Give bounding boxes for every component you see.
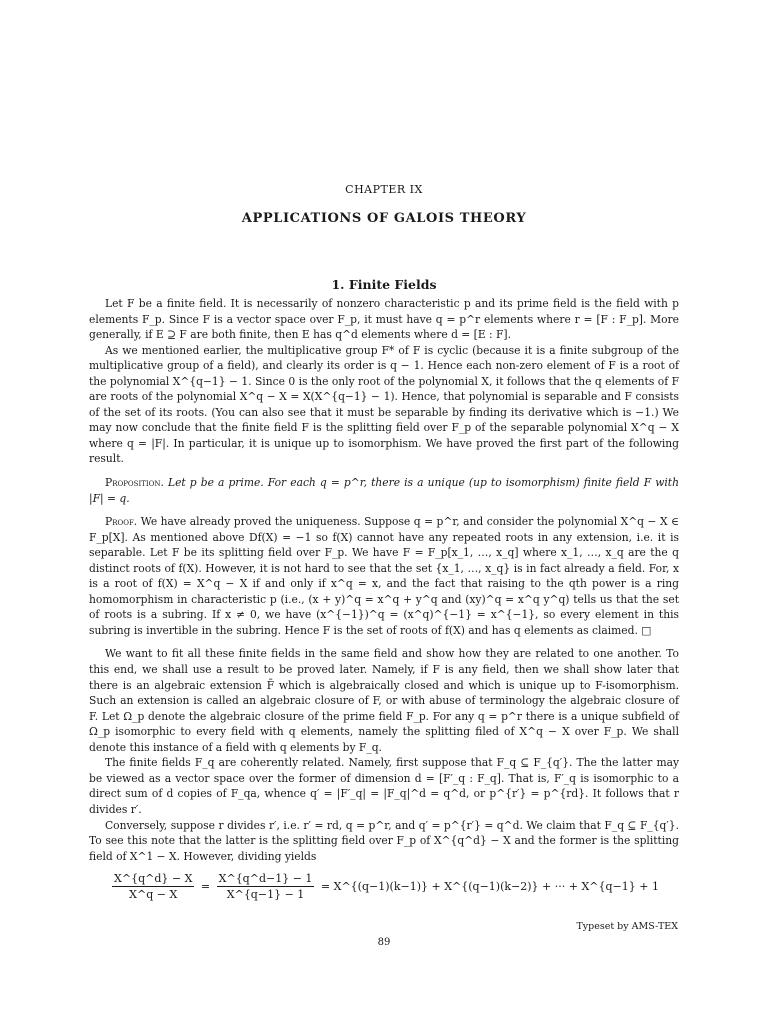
fraction-left [112, 872, 194, 901]
fraction-left-numerator: X^{q^d} − X [114, 872, 193, 885]
paragraph-multiplicative-group: As we mentioned earlier, the multiplicative group F* of F is cyclic (because it is a finite subgroup of the multiplicative group of a field), and clearly its order is q − 1. Hence each non-zero element of F is a root of the polynomial X^{q−1} − 1. Since 0 is the only root of the polynomial X, it follows that the q elements of F are roots of the polynomial X^q − X = X(X^{q−1} − 1). Hence, that polynomial is separable and F consists of the set of its roots. (You can also see that it must be separable by finding its derivative which is −1.) We may now conclude that the finite field F is the splitting field over F_p of the separable polynomial X^q − X where q = |F|. In particular, it is unique up to isomorphism. We have proved the first part of the following result. [89, 343, 679, 466]
typeset-note: Typeset by AMS-TEX [576, 921, 678, 932]
paragraph-algebraic-closure: We want to fit all these finite fields in the same field and show how they are related to one another. To this end, we shall use a result to be proved later. Namely, if F is any field, then we shall show later that there is an algebraic extension F̄ which is algebraically closed and which is unique up to F-isomorphism. Such an extension is called an algebraic closure of F, or with abuse of terminology the algebraic closure of F. Let Ω_p denote the algebraic closure of the prime field F_p. For any q = p^r there is a unique subfield of Ω_p isomorphic to every field with q elements, namely the splitting filed of X^q − X over F_p. We shall denote this instance of a field with q elements by F_q. [89, 647, 679, 754]
fraction-middle-denominator: X^{q−1} − 1 [226, 888, 305, 901]
page-number: 89 [377, 937, 391, 948]
proposition [89, 475, 679, 506]
paragraph-coherence: The finite fields F_q are coherently related. Namely, first suppose that F_q ⊆ F_{q′}. The the latter may be viewed as a vector space over the former of dimension d = [F′_q : F_q]. That is, F′_q is isomorphic to a direct sum of d copies of F_qa, whence q′ = |F′_q| = |F_q|^d = q^d, or p^{r′} = p^{rd}. It follows that r divides r′. [89, 756, 679, 816]
paragraph-intro: Let F be a finite field. It is necessarily of nonzero characteristic p and its prime field is the field with p elements F_p. Since F is a vector space over F_p, it must have q = p^r elements where r = [F : F_p]. More generally, if E ⊇ F are both finite, then E has q^d elements where d = [E : F]. [89, 297, 679, 342]
proof-label: Proof. [105, 515, 138, 529]
proposition-label: Proposition. [105, 476, 164, 490]
fraction-left-denominator: X^q − X [129, 888, 178, 901]
section-heading: 1. Finite Fields [331, 277, 437, 292]
display-equation: $\frac{X\^{}\{q\^{}d\} - X}{X\^{}q - X}$ = $\frac{X\^{}\{q\^{}d-1\} - 1}{X\^{}\{q-1\} - 1}$ = X^{(q−1)(k−1)} + X^{(q−1)(k−2)} + ··· + X^{q−1} + 1 [114, 872, 659, 901]
proposition-text: Let p be a prime. For each q = p^r, there is a unique (up to isomorphism) finite field F with |F| = q. [89, 476, 679, 505]
paragraph-converse: Conversely, suppose r divides r′, i.e. r′ = rd, q = p^r, and q′ = p^{r′} = q^d. We claim that F_q ⊆ F_{q′}. To see this note that the latter is the splitting field over F_p of X^{q^d} − X and the former is the splitting field of X^1 − X. However, dividing yields [89, 818, 679, 863]
fraction-middle-numerator: X^{q^d−1} − 1 [218, 872, 313, 885]
chapter-title: APPLICATIONS OF GALOIS THEORY [241, 211, 527, 226]
chapter-heading: CHAPTER IX [345, 183, 423, 196]
body-text [89, 296, 679, 864]
equation-rhs: = X^{(q−1)(k−1)} + X^{(q−1)(k−2)} + ··· + X^{q−1} + 1 [320, 880, 659, 893]
proof-text: We have already proved the uniqueness. Suppose q = p^r, and consider the polynomial X^q − X ∈ F_p[X]. As mentioned above Df(X) = −1 so f(X) cannot have any repeated roots in any extension, i.e. it is separable. Let F be its splitting field over F_p. We have F = F_p[x_1, …, x_q] where x_1, …, x_q are the q distinct roots of f(X). However, it is not hard to see that the set {x_1, …, x_q} is in fact already a field. For, x is a root of f(X) = X^q − X if and only if x^q = x, and the fact that raising to the qth power is a ring homomorphism in characteristic p (i.e., (x + y)^q = x^q + y^q and (xy)^q = x^q y^q) tells us that the set of roots is a subring. If x ≠ 0, we have (x^{−1})^q = (x^q)^{−1} = x^{−1}, so every element in this subring is invertible in the subring. Hence F is the set of roots of f(X) and has q elements as claimed. □ [89, 515, 679, 637]
fraction-middle [217, 872, 315, 901]
proof [89, 514, 679, 638]
